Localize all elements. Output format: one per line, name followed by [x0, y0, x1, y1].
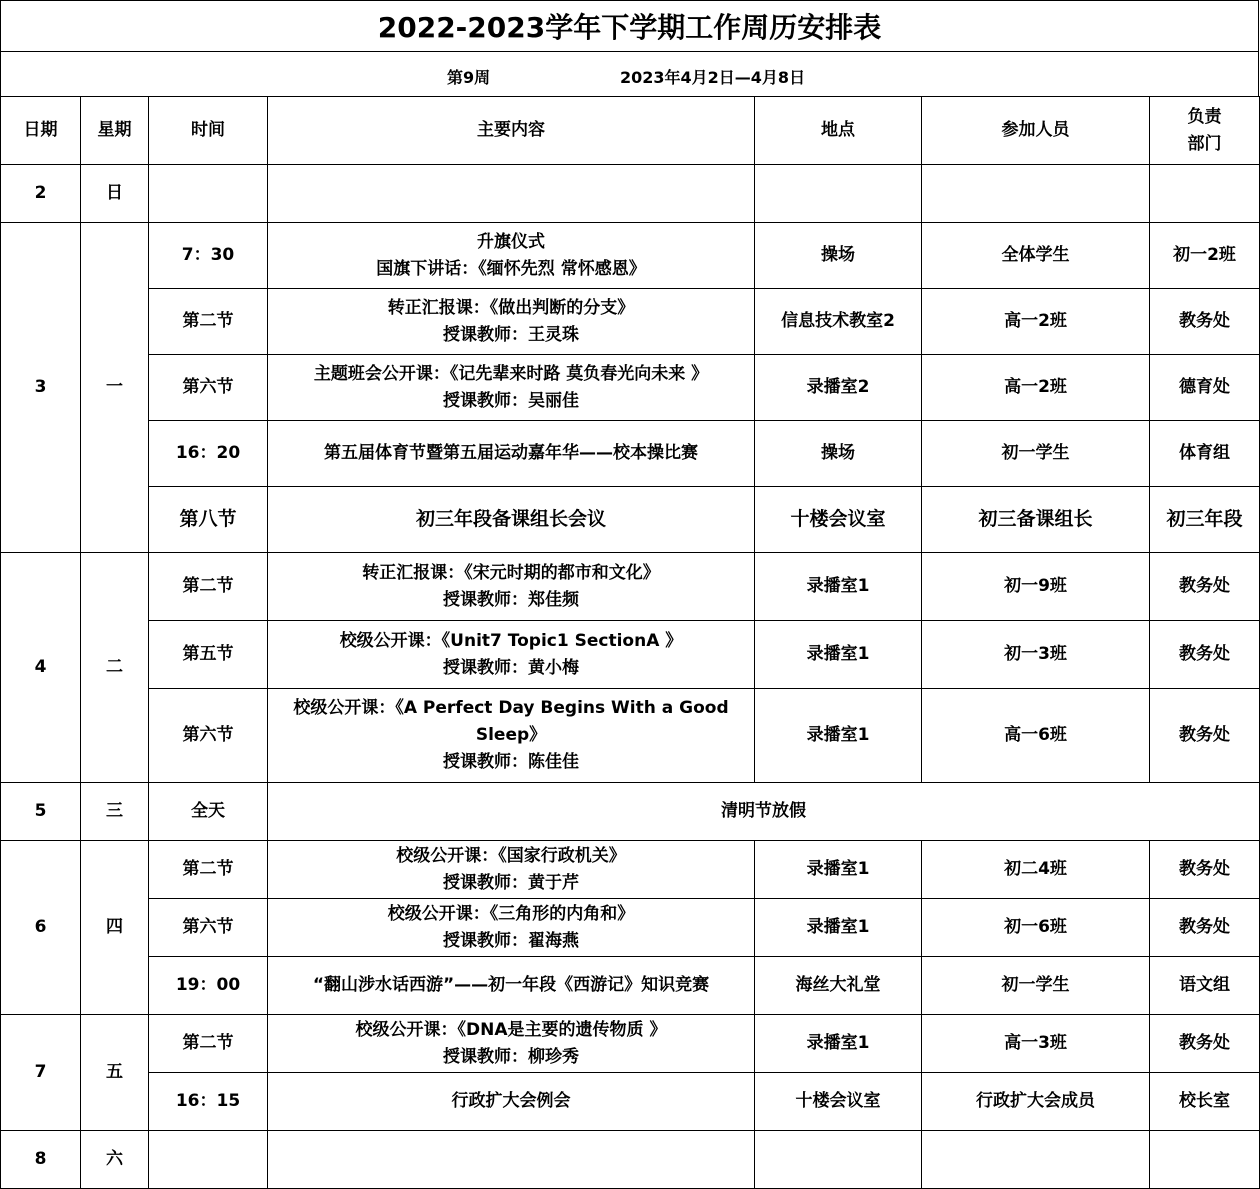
table-row — [1, 841, 1260, 899]
table-row — [1, 1131, 1260, 1189]
content-line: 转正汇报课：《做出判断的分支》 — [387, 297, 635, 318]
participants-cell — [922, 165, 1150, 223]
content-cell — [268, 1131, 755, 1189]
header-place: 地点 — [755, 97, 922, 165]
table-row — [1, 957, 1260, 1015]
content-line: 国旗下讲话：《缅怀先烈 常怀感恩》 — [376, 258, 646, 279]
content-line: 校级公开课：《三角形的内角和》 — [387, 903, 635, 924]
content-cell — [268, 621, 755, 689]
participants-cell: 高一6班 — [922, 689, 1150, 783]
header-dept-line1: 负责 — [1187, 106, 1222, 127]
header-dept-line2: 部门 — [1187, 133, 1222, 154]
content-line: 授课教师：翟海燕 — [443, 930, 579, 951]
dept-cell: 教务处 — [1150, 289, 1260, 355]
content-line: 授课教师：郑佳频 — [443, 589, 579, 610]
dept-cell: 教务处 — [1150, 553, 1260, 621]
content-cell — [268, 421, 755, 487]
page-title: 2022-2023学年下学期工作周历安排表 — [0, 0, 1259, 52]
content-cell — [268, 553, 755, 621]
date-cell: 7 — [1, 1015, 81, 1131]
content-cell — [268, 223, 755, 289]
weekday-cell: 四 — [81, 841, 149, 1015]
content-line: 授课教师：王灵珠 — [443, 324, 579, 345]
week-label: 第9周 — [447, 68, 491, 87]
time-cell: 第五节 — [149, 621, 268, 689]
time-cell: 19：00 — [149, 957, 268, 1015]
participants-cell: 初一3班 — [922, 621, 1150, 689]
table-row — [1, 165, 1260, 223]
participants-cell: 初二4班 — [922, 841, 1150, 899]
table-row — [1, 553, 1260, 621]
content-line: 校级公开课：《A Perfect Day Begins With a Good — [293, 698, 729, 718]
weekday-cell: 三 — [81, 783, 149, 841]
weekday-cell: 二 — [81, 553, 149, 783]
week-info — [0, 52, 1259, 97]
content-line: Sleep》 — [475, 725, 547, 745]
content-cell — [268, 689, 755, 783]
participants-cell: 初一学生 — [922, 421, 1150, 487]
participants-cell: 行政扩大会成员 — [922, 1073, 1150, 1131]
content-line: “翻山涉水话西游”——初一年段《西游记》知识竞赛 — [312, 975, 710, 995]
table-row — [1, 355, 1260, 421]
dept-cell: 初三年段 — [1150, 487, 1260, 553]
content-cell — [268, 1073, 755, 1131]
time-cell: 全天 — [149, 783, 268, 841]
dept-cell: 教务处 — [1150, 1015, 1260, 1073]
table-row — [1, 1073, 1260, 1131]
dept-cell: 校长室 — [1150, 1073, 1260, 1131]
header-time: 时间 — [149, 97, 268, 165]
weekday-cell: 五 — [81, 1015, 149, 1131]
table-row — [1, 621, 1260, 689]
content-line: 转正汇报课：《宋元时期的都市和文化》 — [362, 562, 660, 583]
date-cell: 4 — [1, 553, 81, 783]
date-cell: 8 — [1, 1131, 81, 1189]
content-line: 升旗仪式 — [477, 231, 545, 252]
weekday-cell: 日 — [81, 165, 149, 223]
content-line: 主题班会公开课：《记先辈来时路 莫负春光向未来 》 — [313, 363, 709, 384]
dept-cell: 语文组 — [1150, 957, 1260, 1015]
content-line: 授课教师：陈佳佳 — [443, 752, 579, 772]
dept-cell: 教务处 — [1150, 689, 1260, 783]
table-row — [1, 783, 1260, 841]
time-cell: 第二节 — [149, 1015, 268, 1073]
header-row — [1, 97, 1260, 165]
table-row — [1, 421, 1260, 487]
weekday-cell: 六 — [81, 1131, 149, 1189]
time-cell: 16：20 — [149, 421, 268, 487]
time-cell: 第二节 — [149, 289, 268, 355]
content-line: 行政扩大会例会 — [451, 1091, 571, 1111]
time-cell: 第二节 — [149, 841, 268, 899]
time-cell — [149, 1131, 268, 1189]
header-weekday: 星期 — [81, 97, 149, 165]
week-date-range: 2023年4月2日—4月8日 — [620, 68, 806, 87]
content-cell — [268, 957, 755, 1015]
content-cell — [268, 355, 755, 421]
content-line: 授课教师：吴丽佳 — [443, 390, 579, 411]
content-cell — [268, 841, 755, 899]
place-cell — [755, 165, 922, 223]
table-row — [1, 223, 1260, 289]
place-cell: 录播室1 — [755, 553, 922, 621]
content-cell — [268, 165, 755, 223]
content-line: 授课教师：柳珍秀 — [443, 1046, 579, 1067]
schedule-table — [0, 96, 1260, 1189]
content-line: 授课教师：黄小梅 — [443, 657, 579, 678]
content-line: 授课教师：黄于芹 — [443, 872, 579, 893]
dept-cell: 德育处 — [1150, 355, 1260, 421]
content-line: 校级公开课：《国家行政机关》 — [396, 845, 626, 866]
time-cell — [149, 165, 268, 223]
content-cell — [268, 487, 755, 553]
content-line: 第五届体育节暨第五届运动嘉年华——校本操比赛 — [324, 443, 698, 463]
place-cell: 录播室1 — [755, 899, 922, 957]
date-cell: 2 — [1, 165, 81, 223]
header-dept — [1150, 97, 1260, 165]
holiday-cell: 清明节放假 — [268, 783, 1260, 841]
dept-cell: 教务处 — [1150, 899, 1260, 957]
time-cell: 第六节 — [149, 689, 268, 783]
content-line: 初三年段备课组长会议 — [415, 508, 606, 530]
date-cell: 6 — [1, 841, 81, 1015]
content-cell — [268, 899, 755, 957]
place-cell: 录播室2 — [755, 355, 922, 421]
time-cell: 7：30 — [149, 223, 268, 289]
content-cell — [268, 289, 755, 355]
place-cell: 信息技术教室2 — [755, 289, 922, 355]
content-cell — [268, 1015, 755, 1073]
participants-cell: 全体学生 — [922, 223, 1150, 289]
participants-cell — [922, 1131, 1150, 1189]
participants-cell: 初一学生 — [922, 957, 1150, 1015]
table-row — [1, 289, 1260, 355]
time-cell: 16：15 — [149, 1073, 268, 1131]
header-date: 日期 — [1, 97, 81, 165]
place-cell: 录播室1 — [755, 1015, 922, 1073]
table-row — [1, 1015, 1260, 1073]
weekday-cell: 一 — [81, 223, 149, 553]
dept-cell: 教务处 — [1150, 841, 1260, 899]
header-content: 主要内容 — [268, 97, 755, 165]
participants-cell: 高一2班 — [922, 289, 1150, 355]
content-line: 校级公开课：《Unit7 Topic1 SectionA 》 — [339, 630, 683, 651]
time-cell: 第二节 — [149, 553, 268, 621]
place-cell: 录播室1 — [755, 841, 922, 899]
header-participants: 参加人员 — [922, 97, 1150, 165]
participants-cell: 初一6班 — [922, 899, 1150, 957]
date-cell: 5 — [1, 783, 81, 841]
participants-cell: 初一9班 — [922, 553, 1150, 621]
place-cell: 操场 — [755, 421, 922, 487]
place-cell — [755, 1131, 922, 1189]
place-cell: 十楼会议室 — [755, 1073, 922, 1131]
table-row — [1, 899, 1260, 957]
place-cell: 操场 — [755, 223, 922, 289]
table-row — [1, 689, 1260, 783]
place-cell: 海丝大礼堂 — [755, 957, 922, 1015]
place-cell: 十楼会议室 — [755, 487, 922, 553]
place-cell: 录播室1 — [755, 689, 922, 783]
participants-cell: 高一2班 — [922, 355, 1150, 421]
dept-cell: 教务处 — [1150, 621, 1260, 689]
content-line: 校级公开课：《DNA是主要的遗传物质 》 — [355, 1019, 667, 1040]
participants-cell: 高一3班 — [922, 1015, 1150, 1073]
participants-cell: 初三备课组长 — [922, 487, 1150, 553]
date-cell: 3 — [1, 223, 81, 553]
table-row — [1, 487, 1260, 553]
time-cell: 第八节 — [149, 487, 268, 553]
dept-cell: 体育组 — [1150, 421, 1260, 487]
dept-cell — [1150, 1131, 1260, 1189]
dept-cell — [1150, 165, 1260, 223]
place-cell: 录播室1 — [755, 621, 922, 689]
time-cell: 第六节 — [149, 355, 268, 421]
dept-cell: 初一2班 — [1150, 223, 1260, 289]
time-cell: 第六节 — [149, 899, 268, 957]
